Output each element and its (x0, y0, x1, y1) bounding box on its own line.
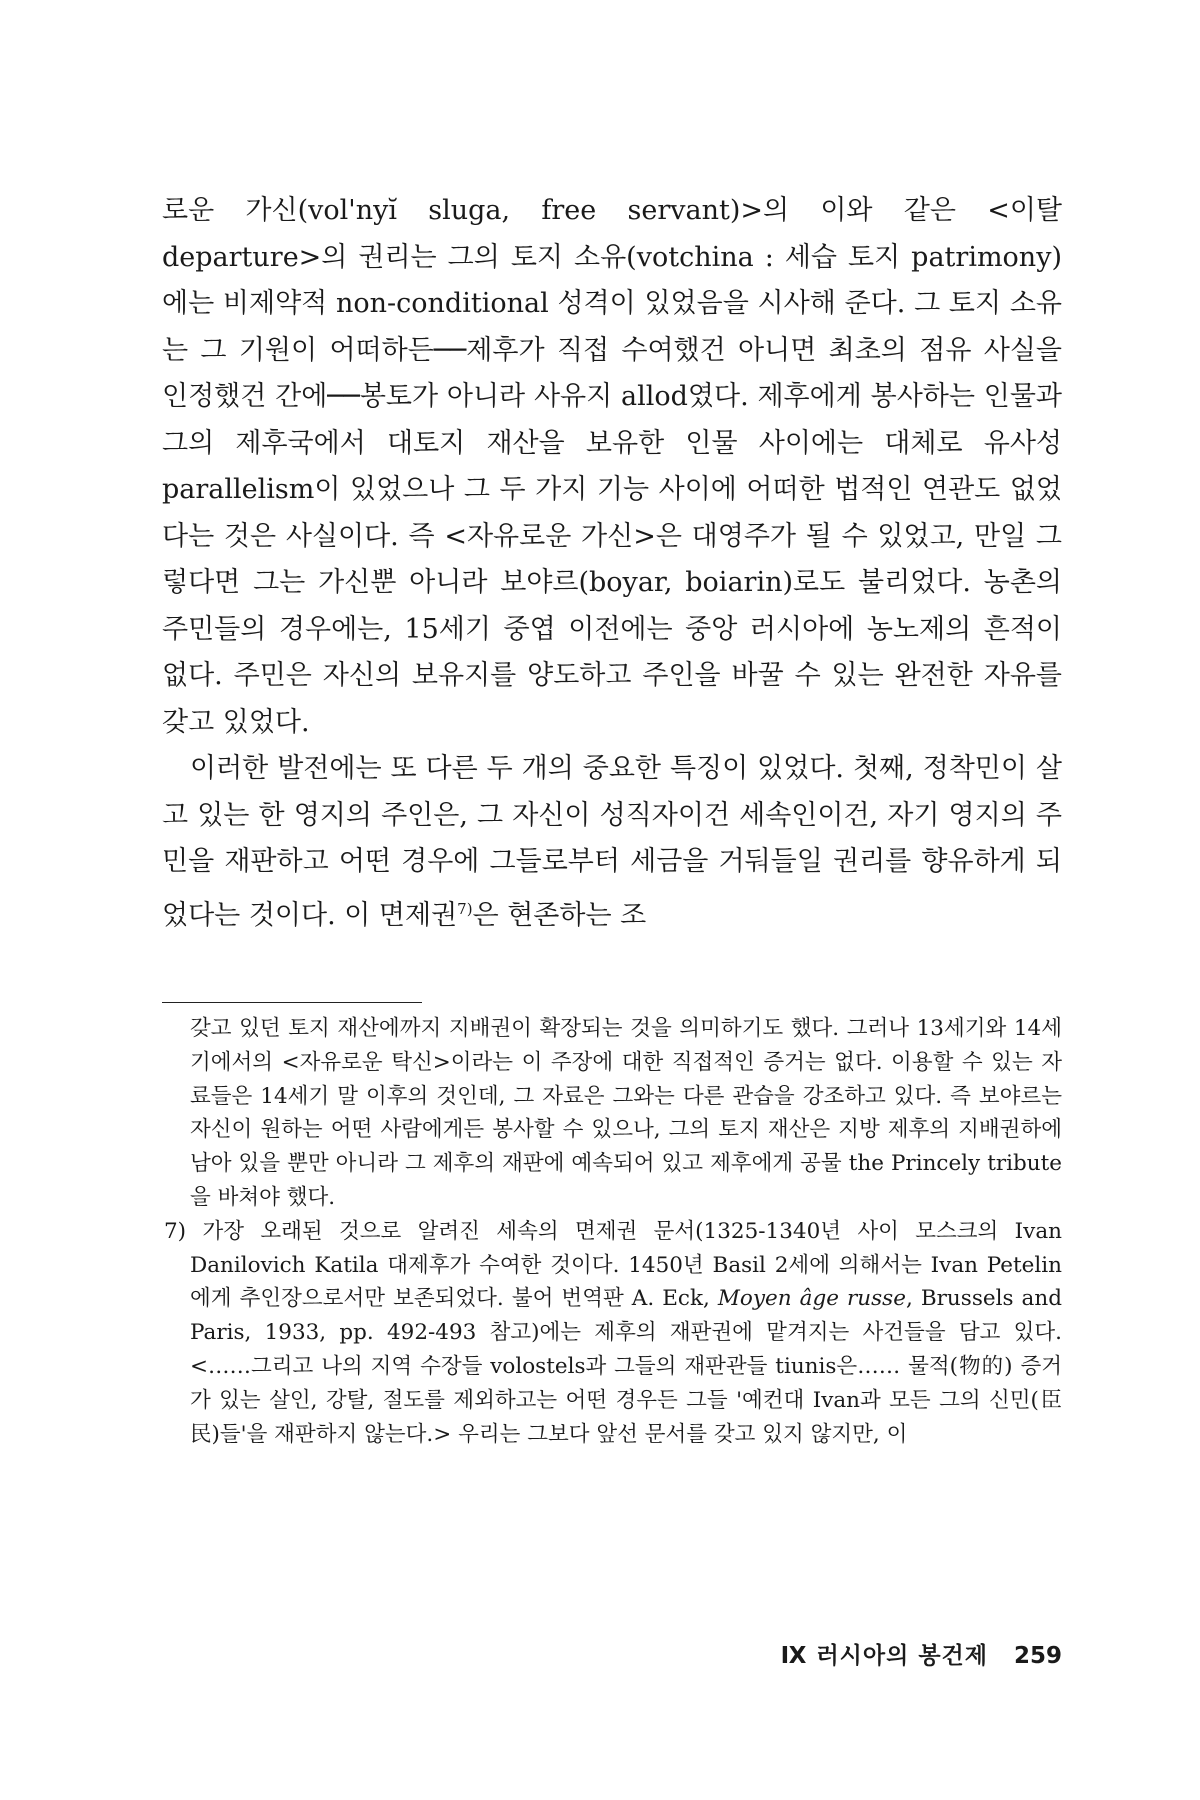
page-number: 259 (1013, 1643, 1062, 1669)
paragraph-2-text: 이러한 발전에는 또 다른 두 개의 중요한 특징이 있었다. 첫째, 정착민이 살고 있는 한 영지의 주인은, 그 자신이 성직자이건 세속인이건, 자기 영지의 주민을 재판하고 어떤 경우에 그들로부터 세금을 거둬들일 권리를 향유하게 되었다는 것이다. 이 면제권 (162, 753, 1062, 931)
footnote-7-book-title: Moyen âge russe (717, 1286, 906, 1312)
paragraph-1: 로운 가신(vol'nyĭ sluga, free servant)>의 이와 같은 <이탈 departure>의 권리는 그의 토지 소유(votchina : 세습 토지 patrimony)에는 비제약적 non-conditional 성격이 있었음을 시사해 준다. 그 토지 소유는 그 기원이 어떠하든──제후가 직접 수여했건 아니면 최초의 점유 사실을 인정했건 간에──봉토가 아니라 사유지 allod였다. 제후에게 봉사하는 인물과 그의 제후국에서 대토지 재산을 보유한 인물 사이에는 대체로 유사성 parallelism이 있었으나 그 두 가지 기능 사이에 어떠한 법적인 연관도 없었다는 것은 사실이다. 즉 <자유로운 가신>은 대영주가 될 수 있었고, 만일 그렇다면 그는 가신뿐 아니라 보야르(boyar, boiarin)로도 불리었다. 농촌의 주민들의 경우에는, 15세기 중엽 이전에는 중앙 러시아에 농노제의 흔적이 없다. 주민은 자신의 보유지를 양도하고 주인을 바꿀 수 있는 완전한 자유를 갖고 있었다. (162, 195, 1062, 738)
page-footer (781, 1637, 1062, 1670)
footnotes (164, 1012, 1062, 1451)
footnote-7-label: 7) (164, 1218, 187, 1244)
footnote-continued: 갖고 있던 토지 재산에까지 지배권이 확장되는 것을 의미하기도 했다. 그러나 13세기와 14세기에서의 <자유로운 탁신>이라는 이 주장에 대한 직접적인 증거는 없다. 이용할 수 있는 자료들은 14세기 말 이후의 것인데, 그 자료은 그와는 다른 관습을 강조하고 있다. 즉 보야르는 자신이 원하는 어떤 사람에게든 봉사할 수 있으나, 그의 토지 재산은 지방 제후의 지배권하에 남아 있을 뿐만 아니라 그 제후의 재판에 예속되어 있고 제후에게 공물 the Princely tribute을 바쳐야 했다. (190, 1016, 1062, 1210)
footnote-7-text-b: , Brussels and Paris, 1933, pp. 492-493 참고)에는 제후의 재판권에 맡겨지는 사건들을 담고 있다. <……그리고 나의 지역 수장들 volostels과 그들의 재판관들 tiunis은…… 물적(物的) 증거가 있는 살인, 강탈, 절도를 제외하고는 어떤 경우든 그들 '예컨대 Ivan과 모든 그의 신민(臣民)들'을 재판하지 않는다.> 우리는 그보다 앞선 문서를 갖고 있지 않지만, 이 (190, 1286, 1062, 1447)
main-text (162, 188, 1062, 939)
footnote-divider (162, 1002, 422, 1003)
footnote-7 (164, 1215, 1062, 1452)
footnote-reference-7[interactable]: 7) (457, 899, 473, 918)
chapter-title: Ⅸ 러시아의 봉건제 (780, 1643, 988, 1669)
paragraph-2-end: 은 현존하는 조 (472, 899, 647, 931)
footnote-7-text-a: 가장 오래된 것으로 알려진 세속의 면제권 문서(1325-1340년 사이 모스크의 Ivan Danilovich Katila 대제후가 수여한 것이다. 1450년 Basil 2세에 의해서는 Ivan Petelin에게 추인장으로서만 보존되었다. 불어 번역판 A. Eck, (190, 1218, 1062, 1312)
paragraph-2 (162, 746, 1062, 939)
